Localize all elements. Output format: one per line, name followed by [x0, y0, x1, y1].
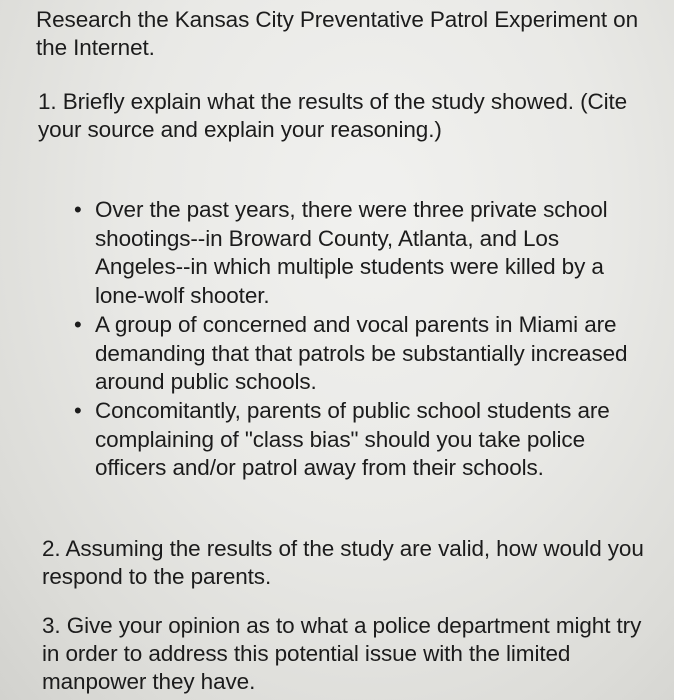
bullet-item-3 — [74, 397, 640, 483]
bullet-text-2: A group of concerned and vocal parents in Miami are demanding that that patrols be substantially increased around public schools. — [95, 311, 628, 395]
question-2: 2. Assuming the results of the study are valid, how would you respond to the parents. — [42, 536, 644, 589]
question-3: 3. Give your opinion as to what a police department might try in order to address this potential issue with the limited manpower they have. — [42, 613, 642, 694]
question-1: 1. Briefly explain what the results of the study showed. (Cite your source and explain your reasoning.) — [38, 89, 628, 142]
bullet-text-3: Concomitantly, parents of public school students are complaining of "class bias" should you take police officers and/or patrol away from their schools. — [95, 397, 610, 481]
bullet-text-1: Over the past years, there were three private school shootings--in Broward County, Atlanta, and Los Angeles--in which multiple students were killed by a lone-wolf shooter. — [95, 197, 608, 309]
bullet-icon: • — [74, 311, 82, 337]
bullet-item-2 — [74, 311, 640, 397]
bullet-icon: • — [74, 397, 82, 423]
bullet-icon: • — [74, 197, 82, 222]
bullet-item-1 — [74, 196, 640, 311]
intro-paragraph: Research the Kansas City Preventative Patrol Experiment on the Internet. — [36, 7, 638, 60]
bullet-list — [74, 196, 640, 483]
